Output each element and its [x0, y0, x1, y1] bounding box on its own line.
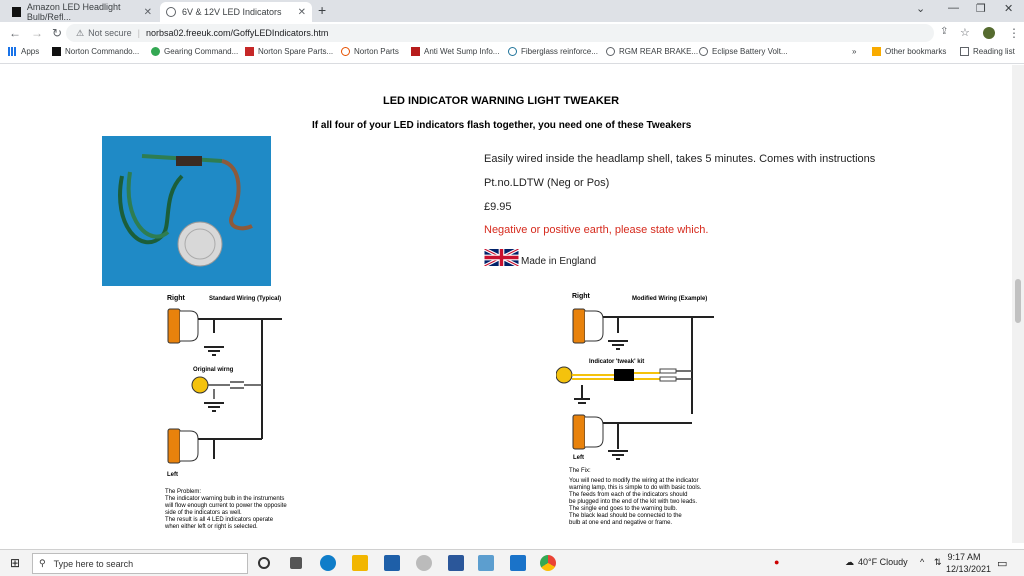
reload-icon[interactable]: ↻ [52, 26, 63, 40]
standard-wiring-diagram [160, 289, 340, 539]
amazon-favicon-icon [12, 7, 21, 17]
back-icon[interactable]: ← [9, 26, 21, 40]
bookmark-label: Anti Wet Sump Info... [424, 47, 500, 56]
right-indicator-label: Right [167, 295, 185, 302]
bookmark-norton-parts[interactable] [341, 47, 399, 56]
hp-icon[interactable] [416, 555, 432, 571]
fix-title: The Fix: [569, 468, 591, 474]
fix-line: be plugged into the end of the kit with two leads. [569, 499, 698, 505]
flag-favicon-icon [411, 47, 420, 56]
restore-button[interactable]: ❐ [976, 3, 986, 15]
document-app-icon[interactable] [448, 555, 464, 571]
product-description: Easily wired inside the headlamp shell, takes 5 minutes. Comes with instructions [484, 153, 876, 165]
earth-note: Negative or positive earth, please state which. [484, 224, 709, 236]
norton-favicon-icon [52, 47, 61, 56]
page-subtitle: If all four of your LED indicators flash together, you need one of these Tweakers [312, 120, 692, 131]
tweak-kit-label: Indicator 'tweak' kit [589, 359, 645, 365]
weather-icon: ☁ [845, 557, 854, 567]
original-wiring-label: Original wirng [193, 367, 234, 373]
bookmark-star-icon[interactable]: ☆ [960, 27, 970, 39]
fix-line: The black lead should be connected to the [569, 513, 682, 519]
task-view-icon[interactable] [290, 557, 302, 569]
bookmark-label: Fiberglass reinforce... [521, 47, 598, 56]
store-icon[interactable] [384, 555, 400, 571]
clock-date: 12/13/2021 [946, 564, 992, 574]
problem-title: The Problem: [165, 489, 202, 495]
price: £9.95 [484, 201, 512, 213]
tab-search-button[interactable]: ⌄ [916, 3, 926, 15]
taskbar-search[interactable] [32, 553, 248, 574]
fix-text [569, 468, 749, 527]
bookmark-label: Apps [21, 47, 40, 56]
left-indicator-label: Left [573, 455, 584, 461]
more-bookmarks-button[interactable] [852, 47, 856, 56]
fix-line: The single end goes to the warning bulb. [569, 506, 678, 512]
profile-avatar[interactable] [983, 27, 995, 39]
modified-wiring-diagram [556, 289, 746, 539]
page-content [0, 65, 1012, 543]
clock[interactable] [946, 551, 992, 575]
bookmark-eclipse-battery[interactable] [699, 47, 788, 56]
action-center-icon[interactable]: ▭ [997, 558, 1008, 570]
product-photo [102, 136, 271, 286]
folder-icon [872, 47, 881, 56]
bookmark-norton-spares[interactable] [245, 47, 333, 56]
left-indicator-label: Left [167, 472, 178, 478]
parts-favicon-icon [341, 47, 350, 56]
share-icon[interactable]: ⇪ [940, 26, 949, 37]
bookmark-label: Norton Parts [354, 47, 399, 56]
tab-title: 6V & 12V LED Indicators [182, 7, 282, 17]
menu-icon[interactable]: ⋮ [1008, 26, 1020, 40]
diagram-heading: Modified Wiring (Example) [632, 296, 708, 302]
apps-grid-icon [8, 47, 17, 56]
problem-line: side of the indicators as well. [165, 510, 242, 516]
gear-favicon-icon [151, 47, 160, 56]
scrollbar-thumb[interactable] [1015, 279, 1021, 323]
bookmark-gearing[interactable] [151, 47, 238, 56]
tray-expand-icon[interactable]: ^ [920, 557, 925, 567]
bookmark-label: Norton Spare Parts... [258, 47, 334, 56]
part-number: Pt.no.LDTW (Neg or Pos) [484, 177, 610, 189]
fix-line: bulb at one end and negative or frame. [569, 520, 673, 526]
right-indicator-label: Right [572, 293, 590, 300]
globe-icon [166, 7, 176, 17]
problem-line: The result is all 4 LED indicators operate [165, 517, 274, 523]
bookmarks-bar [0, 44, 1024, 64]
problem-line: when either left or right is selected. [165, 524, 258, 530]
bookmark-norton-commando[interactable] [52, 47, 139, 56]
bookmark-label: Norton Commando... [65, 47, 140, 56]
weather-text[interactable]: 40°F Cloudy [858, 557, 908, 567]
bookmark-anti-wet-sump[interactable] [411, 47, 499, 56]
page-title: LED INDICATOR WARNING LIGHT TWEAKER [383, 95, 620, 107]
reading-list-icon [960, 47, 969, 56]
page-scrollbar[interactable] [1012, 65, 1024, 543]
bookmark-label: RGM REAR BRAKE... [619, 47, 699, 56]
bookmark-label: Eclipse Battery Volt... [712, 47, 788, 56]
bookmark-label: » [852, 47, 857, 56]
bookmark-reading-list[interactable] [960, 47, 1015, 56]
bookmark-apps[interactable] [8, 47, 39, 56]
globe-icon [606, 47, 615, 56]
windows-taskbar [0, 549, 1024, 576]
fix-line: The feeds from each of the indicators should [569, 492, 688, 498]
edge-icon[interactable] [320, 555, 336, 571]
origin-label: Made in England [521, 256, 597, 267]
file-explorer-icon[interactable] [352, 555, 368, 571]
bookmark-rgm-brake[interactable] [606, 47, 698, 56]
bookmark-fiberglass[interactable] [508, 47, 598, 56]
tab-led-indicators[interactable] [160, 2, 312, 22]
diagram-heading: Standard Wiring (Typical) [209, 296, 282, 302]
fix-line: warning lamp, this is simple to do with basic tools. [569, 485, 702, 491]
notification-badge-icon[interactable]: ● [774, 557, 780, 567]
forward-icon[interactable]: → [31, 26, 43, 40]
clock-time: 9:17 AM [947, 552, 981, 562]
warning-icon: ⚠ [76, 27, 85, 38]
tab-amazon[interactable] [6, 2, 158, 22]
problem-line: The indicator warning bulb in the instruments [165, 496, 285, 502]
new-tab-button[interactable]: + [318, 2, 327, 18]
globe-icon [699, 47, 708, 56]
mail-icon[interactable] [510, 555, 526, 571]
tab-title: Amazon LED Headlight Bulb/Refl... [26, 2, 121, 22]
url-text: norbsa02.freeuk.com/GoffyLEDIndicators.htm [145, 28, 329, 38]
minimize-button[interactable]: — [948, 2, 959, 14]
close-tab-icon[interactable]: ✕ [297, 6, 306, 18]
bookmark-label: Gearing Command... [164, 47, 239, 56]
spares-favicon-icon [245, 47, 254, 56]
tab-strip [0, 0, 1024, 22]
bookmark-label: Reading list [973, 47, 1015, 56]
fix-line: You will need to modify the wiring at the indicator [569, 478, 699, 484]
security-label: Not secure [88, 28, 132, 38]
chrome-icon[interactable] [540, 555, 556, 571]
union-jack-flag-icon [484, 249, 519, 266]
wordpress-favicon-icon [508, 47, 517, 56]
windows-start-icon[interactable]: ⊞ [10, 556, 21, 570]
cortana-icon[interactable] [258, 557, 270, 569]
close-tab-icon[interactable]: ✕ [143, 6, 152, 18]
network-icon[interactable]: ⇅ [934, 557, 942, 567]
address-bar[interactable]: ⚠ Not secure | norbsa02.freeuk.com/GoffyLEDIndicators.htm [66, 24, 934, 42]
search-icon: ⚲ [39, 558, 46, 568]
cloud-app-icon[interactable] [478, 555, 494, 571]
problem-text [165, 489, 340, 531]
bookmark-other[interactable] [872, 47, 946, 56]
problem-line: will flow enough current to power the opposite [165, 503, 287, 509]
search-placeholder: Type here to search [53, 558, 134, 569]
close-window-button[interactable]: ✕ [1004, 3, 1014, 15]
bookmark-label: Other bookmarks [885, 47, 947, 56]
